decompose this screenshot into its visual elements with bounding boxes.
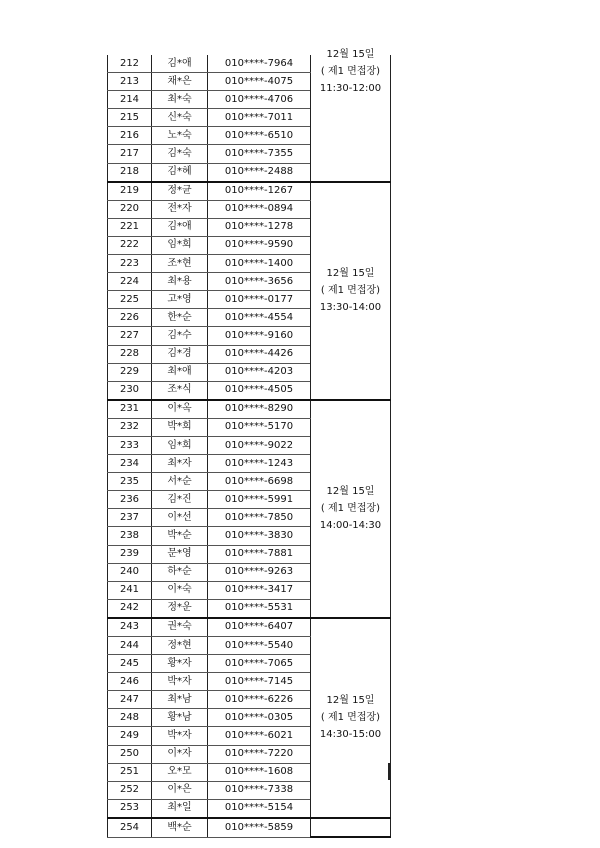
applicant-phone-cell: 010****-5540: [208, 637, 311, 655]
applicant-phone-cell: 010****-3417: [208, 581, 311, 599]
slot-date: 12월 15일: [326, 49, 375, 60]
applicant-name-cell: 오*모: [152, 763, 208, 781]
applicant-number-cell: 226: [108, 309, 152, 327]
applicant-number-cell: 225: [108, 291, 152, 309]
applicant-number-cell: 247: [108, 691, 152, 709]
applicant-number-cell: 216: [108, 127, 152, 145]
applicant-name-cell: 최*숙: [152, 91, 208, 109]
applicant-phone-cell: 010****-5991: [208, 491, 311, 509]
table-row: [108, 400, 391, 419]
interview-schedule-table: [107, 49, 391, 838]
applicant-name-cell: 신*숙: [152, 109, 208, 127]
applicant-number-cell: 234: [108, 455, 152, 473]
applicant-phone-cell: 010****-4426: [208, 345, 311, 363]
applicant-number-cell: 254: [108, 818, 152, 837]
applicant-number-cell: 235: [108, 473, 152, 491]
applicant-name-cell: 박*희: [152, 418, 208, 436]
applicant-number-cell: 212: [108, 55, 152, 73]
applicant-phone-cell: 010****-7338: [208, 781, 311, 799]
applicant-name-cell: 정*운: [152, 599, 208, 618]
applicant-phone-cell: 010****-7355: [208, 145, 311, 163]
applicant-name-cell: 한*순: [152, 309, 208, 327]
applicant-phone-cell: 010****-0177: [208, 291, 311, 309]
applicant-number-cell: 245: [108, 655, 152, 673]
interview-slot-cell: [311, 618, 391, 818]
applicant-name-cell: 임*희: [152, 236, 208, 254]
applicant-name-cell: 이*숙: [152, 581, 208, 599]
table-row: [108, 55, 391, 73]
interview-slot-cell: [311, 182, 391, 400]
applicant-phone-cell: 010****-1400: [208, 255, 311, 273]
applicant-phone-cell: 010****-7850: [208, 509, 311, 527]
applicant-phone-cell: 010****-2488: [208, 163, 311, 182]
applicant-phone-cell: 010****-5170: [208, 418, 311, 436]
applicant-phone-cell: 010****-6510: [208, 127, 311, 145]
applicant-number-cell: 242: [108, 599, 152, 618]
applicant-number-cell: 246: [108, 673, 152, 691]
applicant-name-cell: 노*숙: [152, 127, 208, 145]
applicant-name-cell: 최*용: [152, 273, 208, 291]
applicant-number-cell: 251: [108, 763, 152, 781]
applicant-phone-cell: 010****-9022: [208, 436, 311, 454]
applicant-number-cell: 248: [108, 709, 152, 727]
applicant-number-cell: 219: [108, 182, 152, 201]
applicant-number-cell: 223: [108, 255, 152, 273]
slot-date: 12월 15일: [326, 268, 375, 280]
applicant-name-cell: 황*남: [152, 709, 208, 727]
applicant-number-cell: 238: [108, 527, 152, 545]
applicant-name-cell: 권*숙: [152, 618, 208, 637]
applicant-number-cell: 227: [108, 327, 152, 345]
applicant-phone-cell: 010****-7964: [208, 55, 311, 73]
applicant-name-cell: 임*희: [152, 436, 208, 454]
applicant-number-cell: 224: [108, 273, 152, 291]
slot-time: 11:30-12:00: [319, 83, 382, 94]
slot-room: ( 제1 면접장): [320, 66, 381, 77]
applicant-phone-cell: 010****-7011: [208, 109, 311, 127]
applicant-number-cell: 241: [108, 581, 152, 599]
table-row: [108, 182, 391, 201]
applicant-name-cell: 황*자: [152, 655, 208, 673]
applicant-name-cell: 이*자: [152, 745, 208, 763]
applicant-name-cell: 채*은: [152, 73, 208, 91]
interview-slot-cell: [311, 49, 391, 182]
applicant-name-cell: 박*자: [152, 673, 208, 691]
applicant-name-cell: 최*남: [152, 691, 208, 709]
applicant-name-cell: 서*순: [152, 473, 208, 491]
applicant-number-cell: 213: [108, 73, 152, 91]
applicant-name-cell: 김*숙: [152, 145, 208, 163]
applicant-phone-cell: 010****-6226: [208, 691, 311, 709]
applicant-number-cell: 228: [108, 345, 152, 363]
table-row: [108, 618, 391, 637]
slot-date: 12월 15일: [326, 695, 375, 707]
applicant-number-cell: 231: [108, 400, 152, 419]
applicant-number-cell: 244: [108, 637, 152, 655]
applicant-phone-cell: 010****-4706: [208, 91, 311, 109]
applicant-name-cell: 백*순: [152, 818, 208, 837]
applicant-number-cell: 233: [108, 436, 152, 454]
applicant-number-cell: 220: [108, 200, 152, 218]
applicant-name-cell: 이*은: [152, 781, 208, 799]
applicant-name-cell: 김*애: [152, 55, 208, 73]
applicant-name-cell: 김*경: [152, 345, 208, 363]
applicant-number-cell: 218: [108, 163, 152, 182]
applicant-number-cell: 229: [108, 363, 152, 381]
table-row: [108, 818, 391, 837]
applicant-name-cell: 김*수: [152, 327, 208, 345]
slot-time: 13:30-14:00: [319, 302, 382, 314]
applicant-name-cell: 문*영: [152, 545, 208, 563]
applicant-name-cell: 하*순: [152, 563, 208, 581]
applicant-phone-cell: 010****-5859: [208, 818, 311, 837]
applicant-name-cell: 이*옥: [152, 400, 208, 419]
applicant-phone-cell: 010****-1267: [208, 182, 311, 201]
applicant-number-cell: 249: [108, 727, 152, 745]
applicant-phone-cell: 010****-7145: [208, 673, 311, 691]
applicant-phone-cell: 010****-0305: [208, 709, 311, 727]
interview-slot-cell: [311, 818, 391, 837]
applicant-name-cell: 이*선: [152, 509, 208, 527]
applicant-number-cell: 217: [108, 145, 152, 163]
applicant-phone-cell: 010****-7220: [208, 745, 311, 763]
applicant-phone-cell: 010****-4505: [208, 381, 311, 400]
applicant-name-cell: 김*혜: [152, 163, 208, 182]
applicant-phone-cell: 010****-6021: [208, 727, 311, 745]
applicant-phone-cell: 010****-4075: [208, 73, 311, 91]
applicant-number-cell: 215: [108, 109, 152, 127]
slot-time: 14:30-15:00: [319, 729, 382, 741]
slot-room: ( 제1 면접장): [320, 503, 381, 515]
applicant-phone-cell: 010****-6407: [208, 618, 311, 637]
table-border-tail: [388, 763, 390, 780]
applicant-phone-cell: 010****-9263: [208, 563, 311, 581]
applicant-phone-cell: 010****-1608: [208, 763, 311, 781]
applicant-phone-cell: 010****-1243: [208, 455, 311, 473]
slot-room: ( 제1 면접장): [320, 285, 381, 297]
applicant-name-cell: 최*일: [152, 799, 208, 818]
applicant-name-cell: 전*자: [152, 200, 208, 218]
applicant-name-cell: 조*식: [152, 381, 208, 400]
interview-schedule-sheet: [107, 49, 390, 833]
applicant-phone-cell: 010****-7881: [208, 545, 311, 563]
applicant-number-cell: 230: [108, 381, 152, 400]
applicant-number-cell: 252: [108, 781, 152, 799]
applicant-phone-cell: 010****-4203: [208, 363, 311, 381]
applicant-phone-cell: 010****-3656: [208, 273, 311, 291]
applicant-name-cell: 김*애: [152, 218, 208, 236]
slot-room: ( 제1 면접장): [320, 712, 381, 724]
applicant-phone-cell: 010****-5154: [208, 799, 311, 818]
applicant-number-cell: 253: [108, 799, 152, 818]
applicant-number-cell: 222: [108, 236, 152, 254]
applicant-phone-cell: 010****-4554: [208, 309, 311, 327]
applicant-name-cell: 최*자: [152, 455, 208, 473]
applicant-number-cell: 243: [108, 618, 152, 637]
applicant-name-cell: 정*현: [152, 637, 208, 655]
applicant-number-cell: 221: [108, 218, 152, 236]
applicant-number-cell: 240: [108, 563, 152, 581]
applicant-phone-cell: 010****-7065: [208, 655, 311, 673]
schedule-table-body: [108, 49, 391, 837]
applicant-phone-cell: 010****-9590: [208, 236, 311, 254]
applicant-name-cell: 박*순: [152, 527, 208, 545]
applicant-phone-cell: 010****-3830: [208, 527, 311, 545]
applicant-number-cell: 250: [108, 745, 152, 763]
applicant-name-cell: 박*자: [152, 727, 208, 745]
applicant-number-cell: 237: [108, 509, 152, 527]
applicant-number-cell: 239: [108, 545, 152, 563]
applicant-phone-cell: 010****-6698: [208, 473, 311, 491]
slot-date: 12월 15일: [326, 486, 375, 498]
applicant-name-cell: 조*현: [152, 255, 208, 273]
applicant-name-cell: 김*진: [152, 491, 208, 509]
applicant-phone-cell: 010****-9160: [208, 327, 311, 345]
applicant-number-cell: 236: [108, 491, 152, 509]
applicant-number-cell: 232: [108, 418, 152, 436]
interview-slot-cell: [311, 400, 391, 618]
applicant-name-cell: 최*애: [152, 363, 208, 381]
applicant-phone-cell: 010****-1278: [208, 218, 311, 236]
slot-time: 14:00-14:30: [319, 520, 382, 532]
applicant-name-cell: 고*영: [152, 291, 208, 309]
applicant-name-cell: 정*균: [152, 182, 208, 201]
applicant-phone-cell: 010****-8290: [208, 400, 311, 419]
applicant-number-cell: 214: [108, 91, 152, 109]
applicant-phone-cell: 010****-5531: [208, 599, 311, 618]
applicant-phone-cell: 010****-0894: [208, 200, 311, 218]
